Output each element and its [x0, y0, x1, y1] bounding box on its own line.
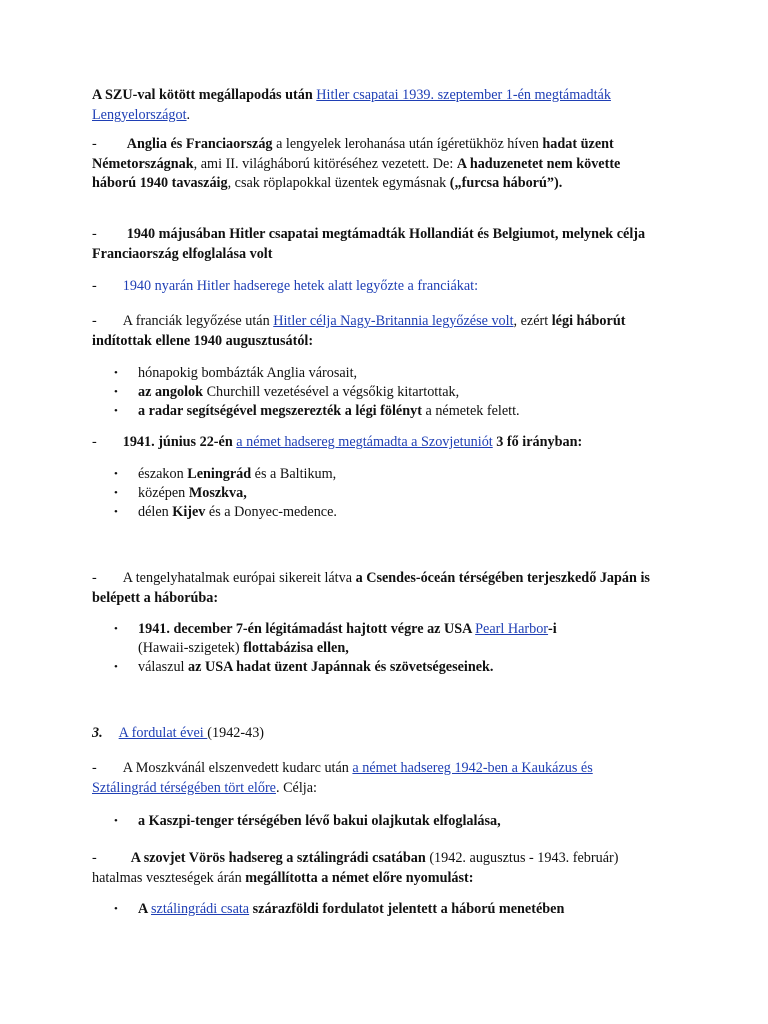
list-item: • a radar segítségével megszerezték a légi fölényt a németek felett.	[114, 403, 520, 419]
link-sztalingradi-csata[interactable]: sztálingrádi csata	[151, 901, 250, 917]
bullet-icon: •	[114, 661, 118, 673]
dash-marker: -	[92, 313, 97, 329]
paragraph-6: - 1941. június 22-én a német hadsereg megtámadta a Szovjetuniót 3 fő irányban:	[92, 434, 583, 450]
dash-marker: -	[92, 226, 97, 242]
bullet-icon: •	[114, 815, 118, 827]
list-item: • 1941. december 7-én légitámadást hajtott végre az USA Pearl Harbor-i (Hawaii-szigetek) flottabázisa ellen,	[114, 621, 557, 656]
section-heading-3: 3. A fordulat évei (1942-43)	[92, 725, 265, 741]
paragraph-7: - A tengelyhatalmak európai sikereit látva a Csendes-óceán térségében terjeszkedő Japán is belépett a háborúba:	[92, 570, 650, 606]
link-kaukazus[interactable]: a német hadsereg 1942-ben a Kaukázus és Sztálingrád térségében tört előre	[92, 760, 593, 796]
list-item: • északon Leningrád és a Baltikum,	[114, 466, 337, 482]
bullet-icon: •	[114, 367, 118, 379]
list-item: • A sztálingrádi csata szárazföldi fordulatot jelentett a háború menetében	[114, 901, 565, 917]
link-pearl-harbor[interactable]: Pearl Harbor	[475, 621, 549, 637]
paragraph-9: - A Moszkvánál elszenvedett kudarc után a német hadsereg 1942-ben a Kaukázus és Sztálingrád térségében tört előre. Célja:	[92, 760, 593, 796]
dash-marker: -	[92, 850, 97, 866]
bullet-icon: •	[114, 386, 118, 398]
bullet-icon: •	[114, 468, 118, 480]
dash-marker: -	[92, 570, 97, 586]
bullet-list-3	[92, 620, 652, 677]
bullet-list-5	[92, 900, 652, 919]
bullet-icon: •	[114, 903, 118, 915]
list-item: • középen Moszkva,	[114, 485, 247, 501]
paragraph-10: - A szovjet Vörös hadsereg a sztálingrádi csatában (1942. augusztus - 1943. február) hatalmas veszteségek árán megállította a német előre nyomulást:	[92, 850, 619, 886]
paragraph-1-text: A SZU-val kötött megállapodás után	[92, 87, 317, 103]
dash-marker: -	[92, 278, 97, 294]
link-fordulat-evei[interactable]: A fordulat évei	[118, 725, 208, 741]
dash-marker: -	[92, 434, 97, 450]
dash-marker: -	[92, 760, 97, 776]
list-item: • a Kaszpi-tenger térségében lévő bakui olajkutak elfoglalása,	[114, 813, 501, 829]
list-item: • hónapokig bombázták Anglia városait,	[114, 365, 358, 381]
section-number: 3.	[92, 725, 103, 741]
paragraph-5: - A franciák legyőzése után Hitler célja Nagy-Britannia legyőzése volt, ezért légi háborút indítottak ellene 1940 augusztusától:	[92, 313, 626, 349]
paragraph-3: - 1940 májusában Hitler csapatai megtámadták Hollandiát és Belgiumot, melynek célja Franciaország elfoglalása volt	[92, 226, 646, 262]
paragraph-1: A SZU-val kötött megállapodás után Hitler csapatai 1939. szeptember 1-én megtámadták Lengyelországot.	[92, 87, 611, 123]
dash-marker: -	[92, 136, 97, 152]
link-szovjetunio[interactable]: a német hadsereg megtámadta a Szovjetuniót	[236, 434, 493, 450]
bullet-icon: •	[114, 405, 118, 417]
bullet-icon: •	[114, 506, 118, 518]
paragraph-2: - Anglia és Franciaország a lengyelek lerohanása után ígéretükhöz híven hadat üzent Németországnak, ami II. világháború kitöréséhez vezetett. De: A haduzenetet nem követte háború 1940 tavaszáig, csak röplapokkal üzentek egymásnak („furcsa háború”).	[92, 136, 621, 191]
link-hitler-britannia[interactable]: Hitler célja Nagy-Britannia legyőzése volt	[273, 313, 514, 329]
list-item: • válaszul az USA hadat üzent Japánnak és szövetségeseinek.	[114, 659, 494, 675]
bullet-icon: •	[114, 623, 118, 635]
paragraph-4: - 1940 nyarán Hitler hadserege hetek alatt legyőzte a franciákat:	[92, 278, 479, 294]
link-hitler-1939[interactable]: Hitler csapatai 1939. szeptember 1-én megtámadták Lengyelországot	[92, 87, 611, 123]
list-item: • délen Kijev és a Donyec-medence.	[114, 504, 337, 520]
bullet-list-1	[92, 364, 652, 421]
bullet-list-2	[92, 465, 652, 522]
list-item: • az angolok Churchill vezetésével a végsőkig kitartottak,	[114, 384, 460, 400]
bullet-icon: •	[114, 487, 118, 499]
bullet-list-4	[92, 812, 652, 831]
